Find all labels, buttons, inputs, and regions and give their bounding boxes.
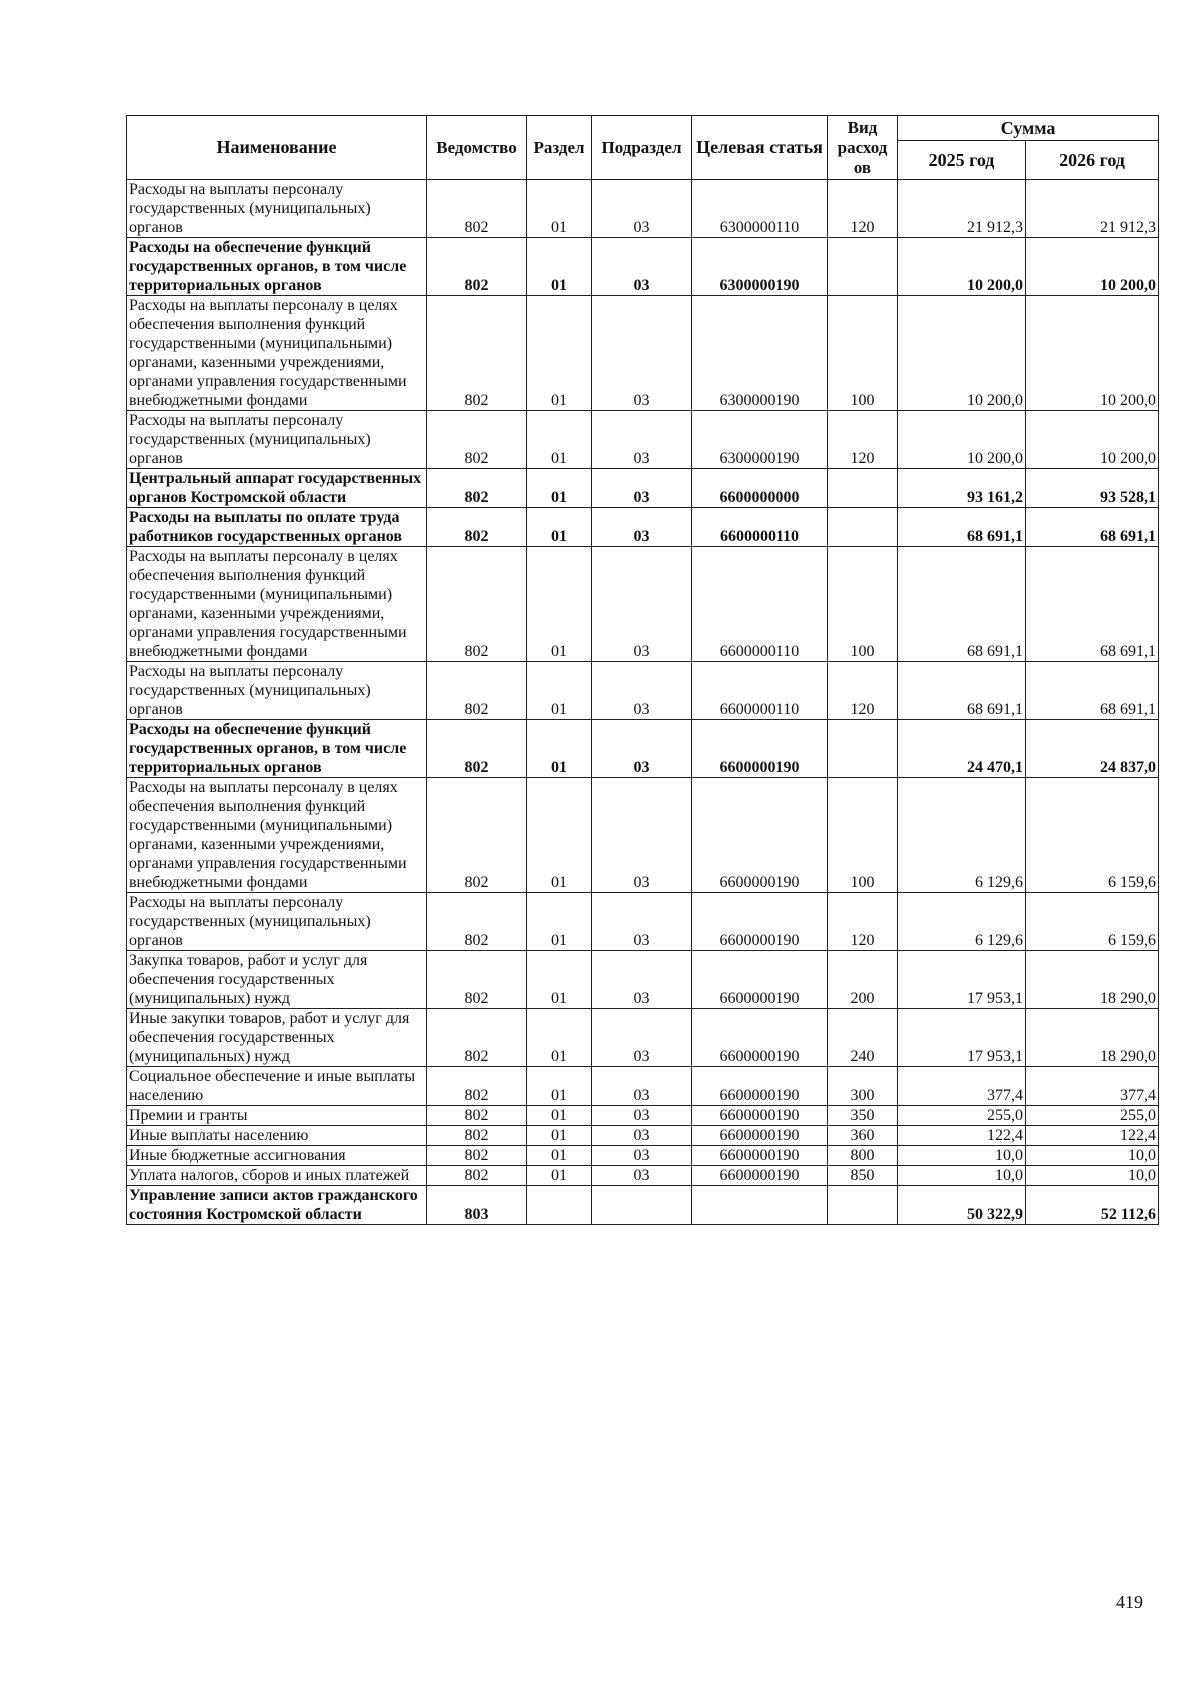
row-vid-rashodov-cell: 120	[828, 180, 898, 238]
row-celevaya-statya-cell: 6600000110	[692, 508, 828, 547]
row-sum-2025-cell: 6 129,6	[898, 893, 1026, 951]
row-vedomstvo-cell: 802	[427, 180, 527, 238]
row-podrazdel-cell: 03	[592, 508, 692, 547]
row-vedomstvo-cell: 803	[427, 1186, 527, 1225]
row-sum-2026-cell: 10 200,0	[1026, 238, 1159, 296]
table-row	[127, 951, 1159, 1009]
row-razdel-cell: 01	[527, 411, 592, 469]
header-year-2025: 2025 год	[898, 141, 1026, 180]
row-name-cell: Управление записи актов гражданского состояния Костромской области	[127, 1186, 427, 1225]
row-sum-2025-cell: 10 200,0	[898, 296, 1026, 411]
row-sum-2026-cell: 10,0	[1026, 1146, 1159, 1166]
row-sum-2025-cell: 93 161,2	[898, 469, 1026, 508]
row-podrazdel-cell: 03	[592, 411, 692, 469]
row-razdel-cell: 01	[527, 662, 592, 720]
table-row	[127, 1009, 1159, 1067]
row-name-cell: Иные бюджетные ассигнования	[127, 1146, 427, 1166]
row-vid-rashodov-cell: 120	[828, 411, 898, 469]
row-name-cell: Расходы на выплаты по оплате труда работников государственных органов	[127, 508, 427, 547]
row-celevaya-statya-cell: 6600000190	[692, 951, 828, 1009]
row-sum-2026-cell: 18 290,0	[1026, 951, 1159, 1009]
table-row	[127, 180, 1159, 238]
row-sum-2025-cell: 255,0	[898, 1106, 1026, 1126]
row-celevaya-statya-cell	[692, 1186, 828, 1225]
row-podrazdel-cell: 03	[592, 180, 692, 238]
row-podrazdel-cell: 03	[592, 1067, 692, 1106]
row-name-cell: Расходы на обеспечение функций государственных органов, в том числе территориальных органов	[127, 720, 427, 778]
table-row	[127, 508, 1159, 547]
row-sum-2025-cell: 24 470,1	[898, 720, 1026, 778]
row-sum-2025-cell: 50 322,9	[898, 1186, 1026, 1225]
row-vid-rashodov-cell	[828, 1186, 898, 1225]
row-razdel-cell: 01	[527, 469, 592, 508]
row-vedomstvo-cell: 802	[427, 662, 527, 720]
row-podrazdel-cell: 03	[592, 1106, 692, 1126]
row-razdel-cell: 01	[527, 180, 592, 238]
row-vid-rashodov-cell: 300	[828, 1067, 898, 1106]
row-razdel-cell: 01	[527, 1166, 592, 1186]
row-name-cell: Расходы на выплаты персоналу государственных (муниципальных) органов	[127, 180, 427, 238]
row-vid-rashodov-cell	[828, 238, 898, 296]
row-vedomstvo-cell: 802	[427, 411, 527, 469]
row-sum-2025-cell: 68 691,1	[898, 547, 1026, 662]
row-vedomstvo-cell: 802	[427, 508, 527, 547]
row-vedomstvo-cell: 802	[427, 720, 527, 778]
row-vid-rashodov-cell: 200	[828, 951, 898, 1009]
row-vid-rashodov-cell: 120	[828, 893, 898, 951]
row-celevaya-statya-cell: 6600000190	[692, 1067, 828, 1106]
row-podrazdel-cell: 03	[592, 893, 692, 951]
row-name-cell: Социальное обеспечение и иные выплаты населению	[127, 1067, 427, 1106]
table-body	[127, 180, 1159, 1225]
row-name-cell: Расходы на обеспечение функций государственных органов, в том числе территориальных органов	[127, 238, 427, 296]
row-sum-2025-cell: 10 200,0	[898, 411, 1026, 469]
row-vedomstvo-cell: 802	[427, 1126, 527, 1146]
row-sum-2026-cell: 24 837,0	[1026, 720, 1159, 778]
row-razdel-cell: 01	[527, 1126, 592, 1146]
row-podrazdel-cell: 03	[592, 238, 692, 296]
table-row	[127, 1126, 1159, 1146]
row-podrazdel-cell: 03	[592, 1166, 692, 1186]
row-vid-rashodov-cell: 850	[828, 1166, 898, 1186]
row-name-cell: Премии и гранты	[127, 1106, 427, 1126]
row-sum-2025-cell: 6 129,6	[898, 778, 1026, 893]
row-podrazdel-cell: 03	[592, 1126, 692, 1146]
row-vid-rashodov-cell	[828, 508, 898, 547]
table-row	[127, 1067, 1159, 1106]
row-sum-2026-cell: 68 691,1	[1026, 508, 1159, 547]
row-name-cell: Расходы на выплаты персоналу в целях обеспечения выполнения функций государственными (муниципальными) органами, казенными учреждениями, органами управления государственными внебюджетными фондами	[127, 547, 427, 662]
row-vedomstvo-cell: 802	[427, 296, 527, 411]
row-razdel-cell: 01	[527, 951, 592, 1009]
row-vid-rashodov-cell: 800	[828, 1146, 898, 1166]
header-name: Наименование	[127, 116, 427, 180]
row-sum-2025-cell: 377,4	[898, 1067, 1026, 1106]
table-row	[127, 1186, 1159, 1225]
row-sum-2026-cell: 6 159,6	[1026, 778, 1159, 893]
row-sum-2025-cell: 17 953,1	[898, 1009, 1026, 1067]
row-sum-2026-cell: 10,0	[1026, 1166, 1159, 1186]
row-vedomstvo-cell: 802	[427, 778, 527, 893]
row-sum-2026-cell: 68 691,1	[1026, 662, 1159, 720]
row-podrazdel-cell: 03	[592, 1146, 692, 1166]
row-razdel-cell: 01	[527, 1146, 592, 1166]
row-razdel-cell	[527, 1186, 592, 1225]
row-vid-rashodov-cell: 100	[828, 296, 898, 411]
row-razdel-cell: 01	[527, 1009, 592, 1067]
row-vid-rashodov-cell: 360	[828, 1126, 898, 1146]
row-sum-2026-cell: 52 112,6	[1026, 1186, 1159, 1225]
row-celevaya-statya-cell: 6600000000	[692, 469, 828, 508]
table-row	[127, 1106, 1159, 1126]
row-podrazdel-cell: 03	[592, 951, 692, 1009]
row-vedomstvo-cell: 802	[427, 1166, 527, 1186]
row-vid-rashodov-cell: 240	[828, 1009, 898, 1067]
row-celevaya-statya-cell: 6600000190	[692, 720, 828, 778]
row-celevaya-statya-cell: 6600000110	[692, 662, 828, 720]
row-podrazdel-cell: 03	[592, 720, 692, 778]
row-celevaya-statya-cell: 6600000110	[692, 547, 828, 662]
header-vid-rashodov: Вид расход ов	[828, 116, 898, 180]
row-vid-rashodov-cell: 100	[828, 547, 898, 662]
table-row	[127, 1166, 1159, 1186]
row-razdel-cell: 01	[527, 893, 592, 951]
row-sum-2026-cell: 18 290,0	[1026, 1009, 1159, 1067]
row-vedomstvo-cell: 802	[427, 547, 527, 662]
row-sum-2026-cell: 68 691,1	[1026, 547, 1159, 662]
table-row	[127, 778, 1159, 893]
row-sum-2025-cell: 68 691,1	[898, 662, 1026, 720]
row-sum-2026-cell: 377,4	[1026, 1067, 1159, 1106]
row-vedomstvo-cell: 802	[427, 893, 527, 951]
table-row	[127, 547, 1159, 662]
table-row	[127, 893, 1159, 951]
row-celevaya-statya-cell: 6600000190	[692, 1106, 828, 1126]
row-razdel-cell: 01	[527, 238, 592, 296]
row-sum-2025-cell: 10 200,0	[898, 238, 1026, 296]
row-podrazdel-cell: 03	[592, 469, 692, 508]
row-sum-2026-cell: 122,4	[1026, 1126, 1159, 1146]
row-vedomstvo-cell: 802	[427, 1106, 527, 1126]
row-name-cell: Иные закупки товаров, работ и услуг для обеспечения государственных (муниципальных) нужд	[127, 1009, 427, 1067]
row-vedomstvo-cell: 802	[427, 1067, 527, 1106]
row-podrazdel-cell	[592, 1186, 692, 1225]
row-razdel-cell: 01	[527, 1106, 592, 1126]
row-podrazdel-cell: 03	[592, 547, 692, 662]
row-sum-2026-cell: 10 200,0	[1026, 411, 1159, 469]
row-sum-2026-cell: 10 200,0	[1026, 296, 1159, 411]
row-name-cell: Расходы на выплаты персоналу в целях обеспечения выполнения функций государственными (муниципальными) органами, казенными учреждениями, органами управления государственными внебюджетными фондами	[127, 778, 427, 893]
row-name-cell: Закупка товаров, работ и услуг для обеспечения государственных (муниципальных) нужд	[127, 951, 427, 1009]
row-vid-rashodov-cell	[828, 469, 898, 508]
row-vid-rashodov-cell: 350	[828, 1106, 898, 1126]
row-sum-2026-cell: 255,0	[1026, 1106, 1159, 1126]
row-celevaya-statya-cell: 6300000190	[692, 238, 828, 296]
row-vedomstvo-cell: 802	[427, 1146, 527, 1166]
row-name-cell: Центральный аппарат государственных органов Костромской области	[127, 469, 427, 508]
row-name-cell: Расходы на выплаты персоналу в целях обеспечения выполнения функций государственными (муниципальными) органами, казенными учреждениями, органами управления государственными внебюджетными фондами	[127, 296, 427, 411]
row-sum-2025-cell: 122,4	[898, 1126, 1026, 1146]
row-celevaya-statya-cell: 6600000190	[692, 1009, 828, 1067]
row-vedomstvo-cell: 802	[427, 469, 527, 508]
header-podrazdel: Подраздел	[592, 116, 692, 180]
table-row	[127, 662, 1159, 720]
row-name-cell: Уплата налогов, сборов и иных платежей	[127, 1166, 427, 1186]
row-vedomstvo-cell: 802	[427, 951, 527, 1009]
table-row	[127, 469, 1159, 508]
row-celevaya-statya-cell: 6600000190	[692, 1166, 828, 1186]
row-razdel-cell: 01	[527, 508, 592, 547]
row-razdel-cell: 01	[527, 296, 592, 411]
budget-table	[126, 115, 1159, 1225]
table-row	[127, 411, 1159, 469]
row-sum-2025-cell: 68 691,1	[898, 508, 1026, 547]
header-summa: Сумма	[898, 116, 1159, 141]
row-razdel-cell: 01	[527, 720, 592, 778]
row-vid-rashodov-cell	[828, 720, 898, 778]
row-name-cell: Расходы на выплаты персоналу государственных (муниципальных) органов	[127, 893, 427, 951]
row-celevaya-statya-cell: 6600000190	[692, 1126, 828, 1146]
row-podrazdel-cell: 03	[592, 662, 692, 720]
row-celevaya-statya-cell: 6600000190	[692, 778, 828, 893]
row-razdel-cell: 01	[527, 1067, 592, 1106]
header-year-2026: 2026 год	[1026, 141, 1159, 180]
row-sum-2025-cell: 17 953,1	[898, 951, 1026, 1009]
row-vid-rashodov-cell: 100	[828, 778, 898, 893]
row-razdel-cell: 01	[527, 778, 592, 893]
table-header	[127, 116, 1159, 180]
row-celevaya-statya-cell: 6300000190	[692, 411, 828, 469]
row-sum-2026-cell: 93 528,1	[1026, 469, 1159, 508]
table-row	[127, 720, 1159, 778]
header-celevaya-statya: Целевая статья	[692, 116, 828, 180]
page-number: 419	[1116, 1592, 1143, 1612]
header-vedomstvo: Ведомство	[427, 116, 527, 180]
row-sum-2025-cell: 10,0	[898, 1146, 1026, 1166]
row-name-cell: Иные выплаты населению	[127, 1126, 427, 1146]
row-sum-2025-cell: 21 912,3	[898, 180, 1026, 238]
table-row	[127, 296, 1159, 411]
row-sum-2025-cell: 10,0	[898, 1166, 1026, 1186]
row-vid-rashodov-cell: 120	[828, 662, 898, 720]
row-sum-2026-cell: 6 159,6	[1026, 893, 1159, 951]
row-podrazdel-cell: 03	[592, 296, 692, 411]
header-razdel: Раздел	[527, 116, 592, 180]
row-name-cell: Расходы на выплаты персоналу государственных (муниципальных) органов	[127, 662, 427, 720]
row-name-cell: Расходы на выплаты персоналу государственных (муниципальных) органов	[127, 411, 427, 469]
table-row	[127, 238, 1159, 296]
row-celevaya-statya-cell: 6300000190	[692, 296, 828, 411]
row-razdel-cell: 01	[527, 547, 592, 662]
row-podrazdel-cell: 03	[592, 1009, 692, 1067]
row-celevaya-statya-cell: 6300000110	[692, 180, 828, 238]
row-podrazdel-cell: 03	[592, 778, 692, 893]
row-celevaya-statya-cell: 6600000190	[692, 1146, 828, 1166]
row-celevaya-statya-cell: 6600000190	[692, 893, 828, 951]
row-sum-2026-cell: 21 912,3	[1026, 180, 1159, 238]
table-row	[127, 1146, 1159, 1166]
row-vedomstvo-cell: 802	[427, 238, 527, 296]
row-vedomstvo-cell: 802	[427, 1009, 527, 1067]
